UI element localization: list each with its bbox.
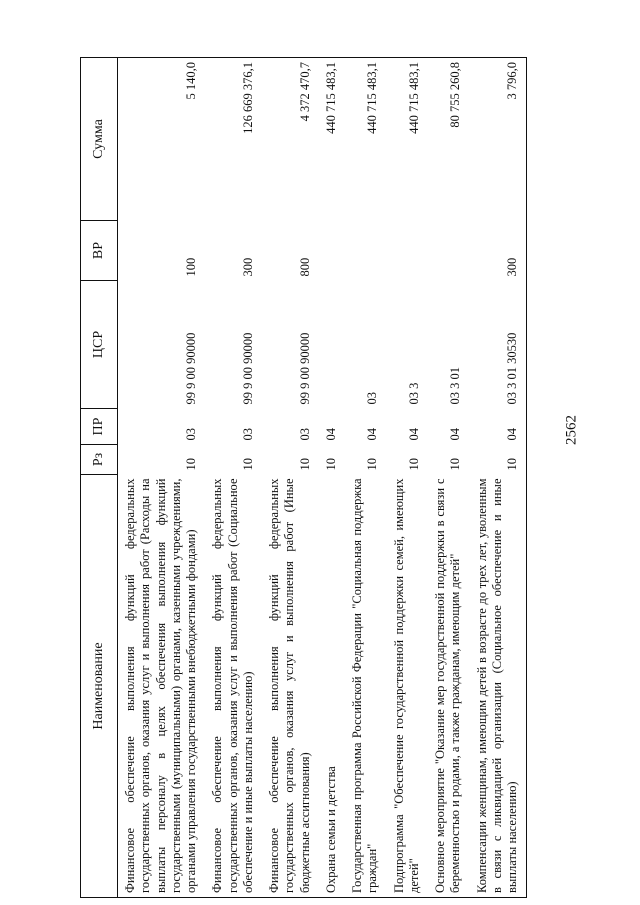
column-header-sum: Сумма (81, 58, 118, 221)
row-rz: 10 (470, 445, 527, 475)
row-vr: 300 (470, 221, 527, 281)
table-row (118, 58, 206, 898)
row-name: Подпрограмма "Обеспечение государственной поддержки семей, имеющих детей" (387, 475, 429, 898)
table-row (470, 58, 527, 898)
row-name: Государственная программа Российской Федерации "Социальная поддержка граждан" (345, 475, 387, 898)
rotated-page-content (80, 58, 560, 898)
table-row (428, 58, 470, 898)
table-row (319, 58, 345, 898)
row-csr: 03 3 01 30530 (470, 281, 527, 409)
column-header-pr: ПР (81, 409, 118, 445)
row-rz: 10 (184, 458, 198, 471)
row-name: Основное мероприятие "Оказание мер государственной поддержки в связи с беременностью и родами, а также гражданам, имеющим детей" (428, 475, 470, 898)
row-rz: 10 (448, 458, 463, 471)
row-sum: 3 796,0 (470, 58, 527, 221)
row-csr: 99 9 00 90000 (297, 332, 312, 405)
row-name: Компенсации женщинам, имеющим детей в возрасте до трех лет, уволенным в связи с ликвидацией организации (Социальное обеспечение и иные выплаты населению) (470, 475, 527, 898)
row-pr: 04 (470, 409, 527, 445)
row-name: Охрана семьи и детства (319, 475, 345, 898)
row-name: Финансовое обеспечение выполнения функций федеральных государственных органов, оказания услуг и выполнения работ (Расходы на выплаты персоналу в целях обеспечения выполнения функций государственными (муниципальными) органами, казенными учреждениями, органами управления государственными внебюджетными фондами) (118, 475, 206, 898)
page-number: 2562 (563, 415, 580, 445)
row-name: Финансовое обеспечение выполнения функций федеральных государственных органов, оказания услуг и выполнения работ (Иные бюджетные ассигнования) (262, 475, 319, 898)
row-vr (428, 221, 470, 281)
row-pr: 04 (323, 428, 338, 441)
column-header-name: Наименование (81, 475, 118, 898)
row-sum: 4 372 470,7 (262, 58, 319, 221)
row-vr: 100 (184, 257, 198, 277)
row-sum: 440 715 483,1 (387, 58, 429, 221)
column-header-vr: ВР (81, 221, 118, 281)
row-csr (319, 281, 345, 409)
row-rz: 10 (323, 458, 338, 471)
table-header-row (81, 58, 118, 898)
row-rz: 10 (365, 458, 380, 471)
row-sum: 440 715 483,1 (345, 58, 387, 221)
row-pr: 03 (297, 428, 312, 441)
column-header-rz: Рз (81, 445, 118, 475)
row-pr: 04 (365, 428, 380, 441)
row-pr: 04 (406, 428, 421, 441)
row-csr: 99 9 00 90000 (240, 332, 255, 405)
row-name: Финансовое обеспечение выполнения функций федеральных государственных органов, оказания услуг и выполнения работ (Социальное обеспечение и иные выплаты населению) (205, 475, 262, 898)
column-header-csr: ЦСР (81, 281, 118, 409)
row-rz: 10 (297, 458, 312, 471)
row-csr: 03 (365, 392, 380, 405)
row-pr: 03 (240, 428, 255, 441)
row-vr: 300 (240, 257, 255, 277)
row-sum: 80 755 260,8 (428, 58, 470, 221)
row-sum: 126 669 376,1 (205, 58, 262, 221)
row-vr (387, 221, 429, 281)
row-csr: 99 9 00 90000 (184, 332, 198, 405)
row-vr: 800 (297, 257, 312, 277)
row-sum: 5 140,0 (118, 58, 206, 221)
row-pr: 04 (448, 428, 463, 441)
row-vr (345, 221, 387, 281)
row-rz: 10 (406, 458, 421, 471)
table-row (387, 58, 429, 898)
budget-table (80, 57, 527, 898)
row-vr (319, 221, 345, 281)
table-row (205, 58, 262, 898)
table-row (262, 58, 319, 898)
row-pr: 03 (184, 428, 198, 441)
row-csr: 03 3 01 (448, 367, 463, 405)
row-sum: 440 715 483,1 (319, 58, 345, 221)
row-rz: 10 (240, 458, 255, 471)
row-csr: 03 3 (406, 382, 421, 405)
table-row (345, 58, 387, 898)
